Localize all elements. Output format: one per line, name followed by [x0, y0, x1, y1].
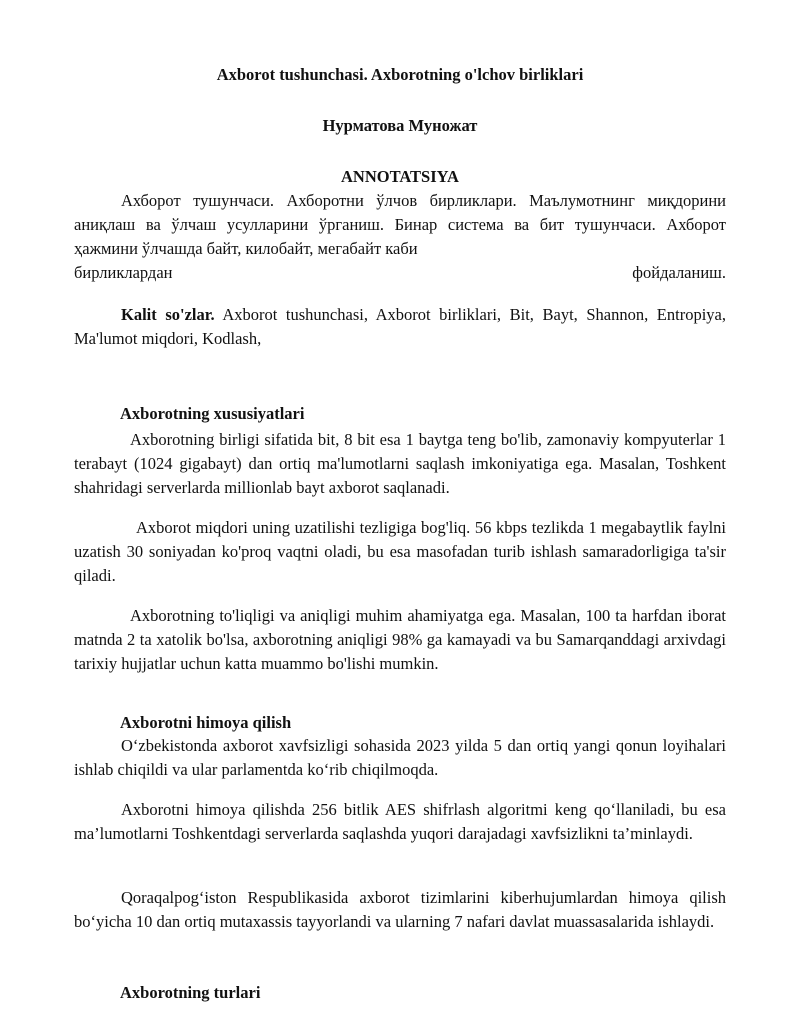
paragraph: O‘zbekistonda axborot xavfsizligi sohasida 2023 yilda 5 dan ortiq yangi qonun loyihalari ishlab chiqildi va ular parlamentda ko‘rib chiqilmoqda. — [74, 736, 726, 779]
annotation-text-main: Ахборот тушунчаси. Ахборотни ўлчов бирликлари. Маълумотнинг миқдорини аниқлаш ва ўлчаш усулларини ўрганиш. Бинар система ва бит тушунчаси. Ахборот ҳажмини ўлчашда байт, килобайт, мегабайт каби — [74, 191, 726, 258]
section-heading-protection: Axborotni himoya qilish — [120, 713, 292, 732]
paragraph: Axborotning birligi sifatida bit, 8 bit esa 1 baytga teng bo'lib, zamonaviy kompyuterlar 1 terabayt (1024 gigabayt) dan ortiq ma'lumotlarni saqlash imkoniyatiga ega. Masalan, Toshkent shahridagi serverlarda millionlab bayt axborot saqlanadi. — [74, 430, 726, 497]
paragraph: Axborotning to'liqligi va aniqligi muhim ahamiyatga ega. Masalan, 100 ta harfdan iborat matnda 2 ta xatolik bo'lsa, axborotning aniqligi 98% ga kamayadi va bu Samarqanddagi arxivdagi tarixiy hujjatlar uchun katta muammo bo'lishi mumkin. — [74, 606, 726, 673]
annotation-text — [74, 189, 726, 261]
keywords-text: Axborot tushunchasi, Axborot birliklari, Bit, Bayt, Shannon, Entropiya, Ma'lumot miqdori, Kodlash, — [74, 305, 726, 348]
annotation-heading: ANNOTATSIYA — [341, 167, 459, 186]
annotation-text-last-line: бирликлардан фойдаланиш. — [74, 263, 726, 282]
keywords-paragraph — [74, 303, 726, 351]
paragraph: Qoraqalpog‘iston Respublikasida axborot tizimlarini kiberhujumlardan himoya qilish bo‘yicha 10 dan ortiq mutaxassis tayyorlandi va ularning 7 nafari davlat muassasalarida ishlaydi. — [74, 888, 726, 931]
keywords-label: Kalit so'zlar. — [121, 305, 215, 324]
document-title: Axborot tushunchasi. Axborotning o'lchov birliklari — [216, 65, 584, 84]
paragraph: Axborotni himoya qilishda 256 bitlik AES shifrlash algoritmi keng qo‘llaniladi, bu esa ma’lumotlarni Toshkentdagi serverlarda saqlashda yuqori darajadagi xavfsizlikni ta’minlaydi. — [74, 800, 726, 843]
section-heading-properties: Axborotning xususiyatlari — [120, 404, 305, 423]
section-heading-types: Axborotning turlari — [120, 983, 261, 1002]
author-name: Нурматова Муножат — [322, 116, 478, 135]
paragraph: Axborot miqdori uning uzatilishi tezligiga bog'liq. 56 kbps tezlikda 1 megabaytlik faylni uzatish 30 soniyadan ko'proq vaqtni oladi, bu esa masofadan turib ishlash samaradorligiga ta'sir qiladi. — [74, 518, 726, 585]
